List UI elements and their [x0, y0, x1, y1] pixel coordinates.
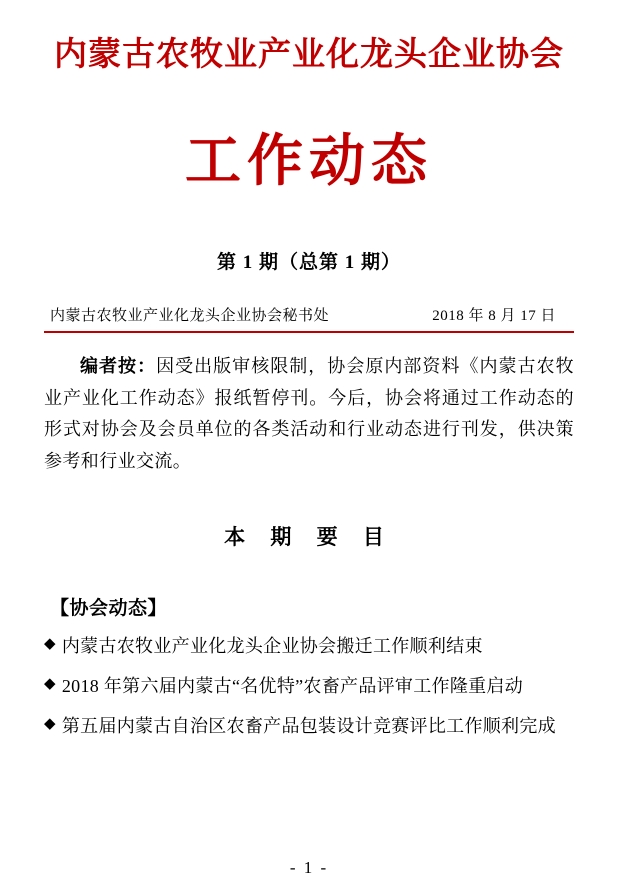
diamond-bullet-icon: ◆ [44, 636, 56, 652]
list-item[interactable] [44, 630, 574, 662]
editor-note-body: 因受出版审核限制，协会原内部资料《内蒙古农牧业产业化工作动态》报纸暂停刊。今后，协会将通过工作动态的形式对协会及会员单位的各类活动和行业动态进行刊发，供决策参考和行业交流。 [44, 356, 574, 471]
diamond-bullet-icon: ◆ [44, 676, 56, 693]
list-item-label: 第五届内蒙古自治区农畜产品包装设计竞赛评比工作顺利完成 [61, 716, 556, 737]
publisher-name: 内蒙古农牧业产业化龙头企业协会秘书处 [50, 308, 330, 324]
publication-meta [44, 304, 574, 331]
diamond-bullet-icon: ◆ [44, 716, 56, 733]
page-number: - 1 - [289, 858, 329, 877]
publication-date: 2018 年 8 月 17 日 [432, 308, 556, 324]
list-item[interactable] [44, 670, 574, 702]
contents-heading: 本 期 要 目 [224, 525, 394, 549]
contents-list [44, 630, 574, 742]
masthead-title: 内蒙古农牧业产业化龙头企业协会 [54, 34, 564, 73]
group-title-association-news: 【协会动态】 [50, 598, 168, 619]
header-divider [44, 331, 574, 333]
editor-note [44, 351, 574, 477]
list-item[interactable] [44, 710, 574, 742]
document-page [0, 28, 618, 896]
list-item-label: 内蒙古农牧业产业化龙头企业协会搬迁工作顺利结束 [61, 636, 483, 656]
editor-note-lead: 编者按： [80, 356, 157, 376]
issue-number: 第 1 期（总第 1 期） [216, 252, 401, 273]
bulletin-title: 工作动态 [185, 128, 433, 194]
list-item-label: 2018 年第六届内蒙古“名优特”农畜产品评审工作隆重启动 [61, 676, 524, 697]
